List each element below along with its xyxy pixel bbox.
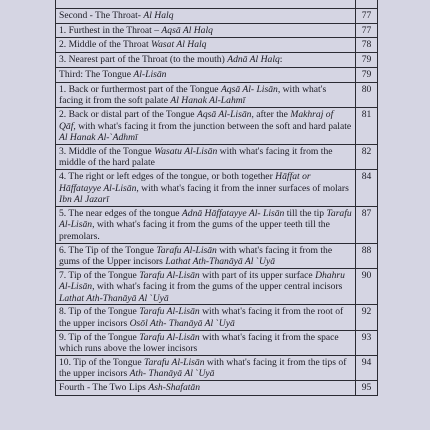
toc-entry-term: Ath- Thanāyā Al ˋUyā [129, 368, 215, 380]
toc-entry-page: 79 [356, 53, 378, 68]
toc-entry-label [56, 355, 356, 380]
toc-entry-text: 3. Middle of the Tongue [59, 145, 155, 157]
toc-entry-term: Al Hanak Al-Lahmī [170, 95, 246, 107]
toc-entry-text: Third: The Tongue [59, 68, 134, 80]
toc-entry-text: 9. Tip of the Tongue [59, 331, 140, 343]
toc-row [56, 381, 378, 396]
toc-row [56, 82, 378, 107]
toc-entry-page: 94 [356, 355, 378, 380]
toc-entry-label [56, 0, 356, 8]
toc-entry-text: 1. Furthest in the Throat – [59, 24, 162, 36]
toc-entry-label [56, 38, 356, 53]
toc-entry-label [56, 67, 356, 82]
toc-body [56, 0, 378, 395]
toc-entry-text: 6. The Tip of the Tongue [59, 244, 157, 256]
toc-entry-text: 8. Tip of the Tongue [59, 306, 140, 318]
toc-entry-page: 95 [356, 381, 378, 396]
toc-row [56, 67, 378, 82]
toc-entry-text: 5. The near edges of the tongue [59, 207, 182, 219]
toc-entry-page: 81 [356, 107, 378, 144]
toc-entry-term: Aqsā Al- Lisān [220, 83, 278, 95]
toc-entry-term: Wasat Al Halq [151, 39, 207, 51]
toc-entry-label [56, 23, 356, 38]
toc-entry-text: , with what's facing it from the inner surfaces of molars [136, 182, 349, 194]
toc-entry-text: 1. Back or furthermost part of the Tongue [59, 83, 221, 95]
toc-entry-term: Aqsā Al-Lisān [196, 108, 252, 120]
toc-entry-term: Tarafu Al-Lisān [156, 244, 217, 256]
toc-entry-label [56, 82, 356, 107]
toc-row [56, 107, 378, 144]
toc-entry-text: with what's facing it from the space which runs above the lower incisors [59, 331, 339, 355]
toc-entry-page: 84 [356, 169, 378, 206]
toc-entry-term: Ash-Shafatān [148, 382, 201, 394]
toc-row [56, 305, 378, 330]
toc-entry-term: Tarafu Al-Lisān [59, 207, 352, 231]
toc-row [56, 38, 378, 53]
toc-entry-text: till the tip [284, 207, 327, 219]
toc-entry-term: Al Halq [143, 9, 174, 21]
toc-entry-term: Al-Lisān [133, 68, 167, 80]
toc-entry-label [56, 268, 356, 305]
toc-entry-text: 4. The right or left edges of the tongue, or both together [59, 170, 276, 182]
toc-entry-label [56, 107, 356, 144]
toc-entry-term: Tarafu Al-Lisān [143, 356, 205, 368]
toc-entry-term: Dhahru Al-Lisān [59, 269, 345, 293]
toc-entry-term: Lathat Ath-Thanāyā Al ˋUyā [59, 292, 169, 304]
toc-row [56, 206, 378, 243]
toc-row [56, 243, 378, 268]
toc-entry-text: 10. Tip of the Tongue [59, 356, 144, 368]
toc-entry-text: , with what's facing it from the junction between the soft and hard palate [73, 120, 352, 132]
toc-entry-label [56, 53, 356, 68]
toc-entry-text: : [279, 54, 283, 66]
toc-row [56, 330, 378, 355]
toc-entry-label [56, 169, 356, 206]
toc-entry-term: Tarafu Al-Lisān [139, 306, 200, 318]
toc-entry-text: 2. Middle of the Throat [59, 39, 152, 51]
toc-entry-term: Tarafu Al-Lisān [139, 331, 200, 343]
toc-entry-text: with what's facing it from the middle of the hard palate [59, 145, 333, 169]
toc-entry-term: Hāffat or Hāffatayye Al-Lisān [59, 170, 311, 194]
toc-row [56, 0, 378, 8]
toc-entry-label [56, 206, 356, 243]
toc-entry-text: with what's facing it from the tips of the upper incisors [59, 356, 347, 380]
toc-entry-term: Tarafu Al-Lisān [139, 269, 200, 281]
toc-row [56, 144, 378, 169]
toc-entry-label [56, 8, 356, 23]
toc-entry-page: 79 [356, 67, 378, 82]
toc-entry-text: 2. Back or distal part of the Tongue [59, 108, 197, 120]
toc-entry-term: Lathat Ath-Thanāyā Al ˋUyā [165, 256, 276, 268]
toc-row [56, 355, 378, 380]
toc-entry-page: 80 [356, 82, 378, 107]
toc-entry-page: 87 [356, 206, 378, 243]
toc-entry-text: Second - The Throat- [59, 9, 144, 21]
toc-entry-text: Fourth - The Two Lips [59, 382, 149, 394]
toc-entry-page: 92 [356, 305, 378, 330]
toc-row [56, 169, 378, 206]
toc-entry-term: Wasatu Al-Lisān [154, 145, 218, 157]
toc-entry-term: Ibn Al Jazarī [59, 194, 109, 206]
toc-entry-text: , with what's facing it from the soft palate [59, 83, 327, 107]
toc-entry-label [56, 243, 356, 268]
toc-row [56, 23, 378, 38]
toc-row [56, 53, 378, 68]
toc-entry-page: 77 [356, 23, 378, 38]
toc-row [56, 268, 378, 305]
toc-entry-term: Makhraj of Qāf [59, 108, 334, 132]
toc-entry-text: with what's facing it from the gums of the Upper incisors [59, 244, 333, 268]
toc-entry-text: , with what's facing it from the gums of the upper central incisors [92, 281, 343, 293]
toc-entry-page [356, 0, 378, 8]
toc-entry-term: Adnā Al Halq [227, 54, 280, 66]
toc-entry-page: 90 [356, 268, 378, 305]
toc-entry-page: 88 [356, 243, 378, 268]
toc-entry-term: Adnā Hāffatayye Al- Lisān [181, 207, 285, 219]
toc-entry-term: Al Hanak Al-ˋAdhmī [59, 132, 138, 144]
toc-entry-term: Osōl Ath- Thanāyā Al ˋUyā [129, 318, 235, 330]
toc-entry-page: 82 [356, 144, 378, 169]
toc-entry-text: , after the [251, 108, 291, 120]
toc-row [56, 8, 378, 23]
toc-entry-label [56, 381, 356, 396]
toc-entry-text: 3. Nearest part of the Throat (to the mouth) [59, 54, 228, 66]
toc-entry-page: 78 [356, 38, 378, 53]
toc-entry-term: Aqsā Al Halq [161, 24, 213, 36]
table-of-contents [55, 0, 378, 396]
toc-entry-page: 77 [356, 8, 378, 23]
toc-entry-label [56, 305, 356, 330]
toc-entry-text: 7. Tip of the Tongue [59, 269, 140, 281]
toc-entry-page: 93 [356, 330, 378, 355]
toc-entry-text: with what's facing it from the root of the upper incisors [59, 306, 344, 330]
toc-entry-text: , with what's facing it from the gums of the upper teeth till the premolars. [59, 219, 330, 242]
toc-entry-label [56, 330, 356, 355]
toc-entry-text: with part of its upper surface [199, 269, 316, 281]
toc-entry-label [56, 144, 356, 169]
